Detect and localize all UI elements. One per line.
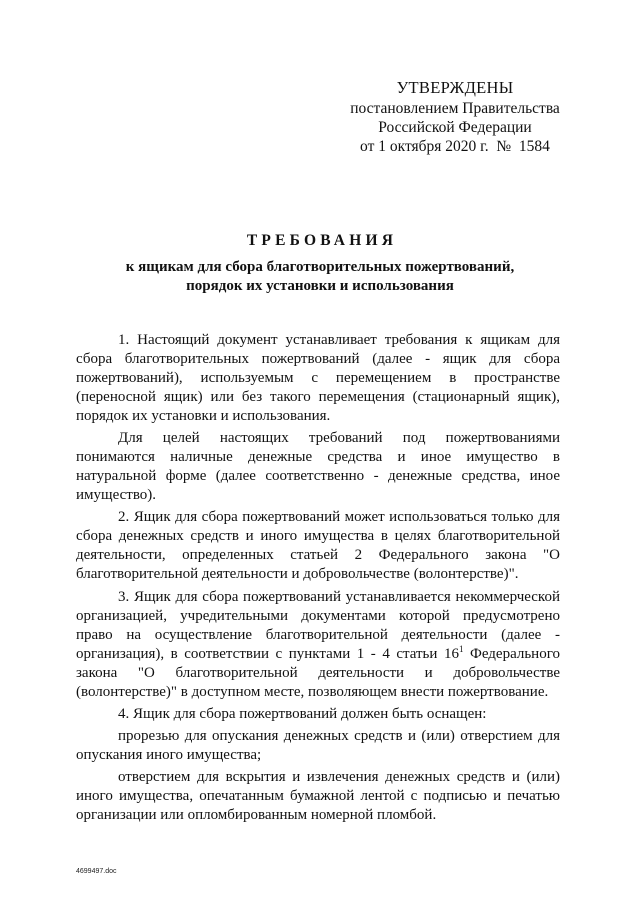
paragraph-4-slot: прорезью для опускания денежных средств и (или) отверстием для опускания иного имущества; (76, 727, 560, 763)
paragraph-3 (76, 588, 560, 702)
subtitle-line-1: к ящикам для сбора благотворительных пожертвований, (125, 259, 515, 275)
paragraph-2: 2. Ящик для сбора пожертвований может использоваться только для сбора денежных средств и иного имущества в целях благотворительной деятельности, определенных статьей 2 Федерального закона "О благотворительной деятельности и добровольчестве (волонтерстве)". (76, 509, 560, 583)
paragraph-3-text-end: Федерального закона "О благотворительной деятельности и добровольчестве (волонтерстве)" в доступном месте, позволяющем внести пожертвование. (76, 645, 560, 700)
approval-date-line: от 1 октября 2020 г. № 1584 (360, 138, 550, 155)
document-title: ТРЕБОВАНИЯ (246, 232, 398, 249)
article-superscript: 1 (458, 643, 464, 654)
paragraph-4-opening: отверстием для вскрытия и извлечения денежных средств и (или) иного имущества, опечатанным бумажной лентой с подписью и печатью организации или опломбированным номерной пломбой. (76, 769, 560, 824)
paragraph-1: 1. Настоящий документ устанавливает требования к ящикам для сбора благотворительных пожертвований (далее - ящик для сбора пожертвований), используемым с перемещением в пространстве (переносной ящик) или без такого перемещения (стационарный ящик), порядок их установки и использования. (76, 332, 560, 424)
file-name-footer: 4699497.doc (76, 868, 117, 875)
approval-block (330, 78, 580, 156)
approval-heading: УТВЕРЖДЕНЫ (396, 78, 514, 97)
paragraph-1-definition: Для целей настоящих требований под пожертвованиями понимаются наличные денежные средства и иное имущество в натуральной форме (далее соответственно - денежные средства, иное имущество). (76, 430, 560, 504)
paragraph-4: 4. Ящик для сбора пожертвований должен быть оснащен: (118, 705, 487, 722)
approval-line-2: Российской Федерации (378, 119, 532, 136)
document-body (76, 331, 560, 828)
approval-line-1: постановлением Правительства (350, 100, 560, 117)
subtitle-line-2: порядок их установки и использования (186, 278, 454, 294)
paragraph-3-text-start: 3. Ящик для сбора пожертвований устанавливается некоммерческой организацией, учредительными документами которой предусмотрено право на осуществление благотворительной деятельности (далее - организация), в соответствии с пунктами 1 - 4 статьи 16 (76, 588, 560, 662)
document-subtitle (0, 258, 640, 296)
